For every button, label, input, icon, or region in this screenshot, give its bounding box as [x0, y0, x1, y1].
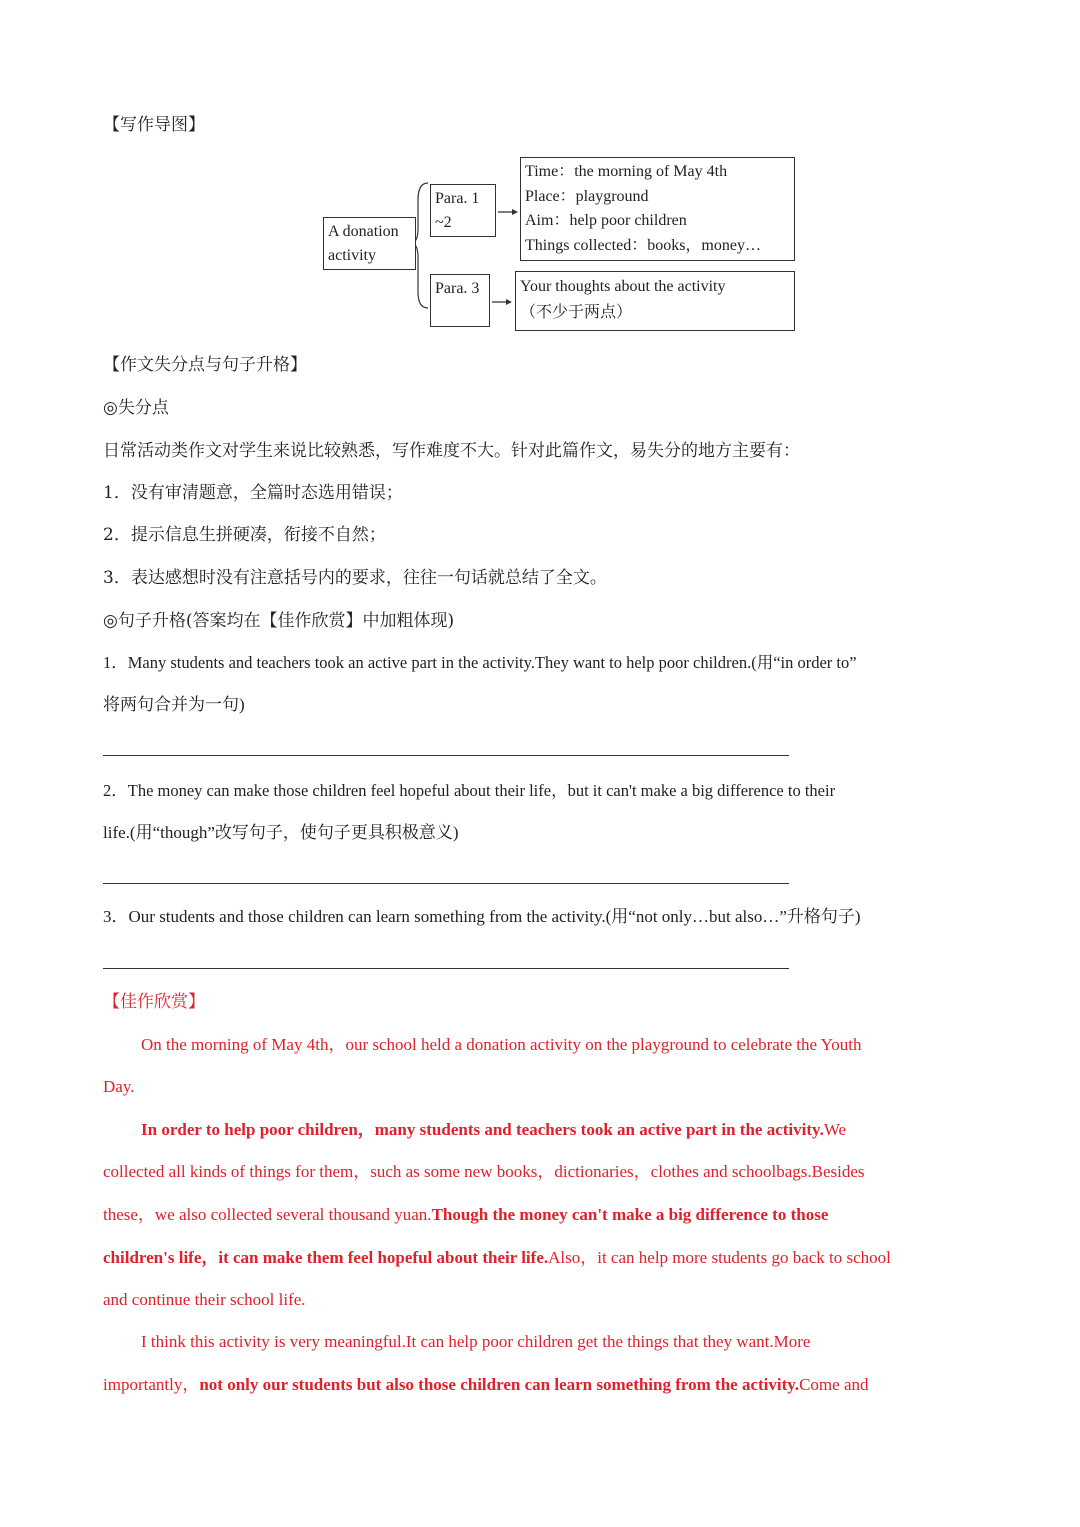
sample-bold-sentence-2b: children's life，it can make them feel hopeful about their life. — [103, 1248, 549, 1267]
section-title-sample: 【佳作欣赏】 — [103, 992, 205, 1012]
question-3-line-1: 3．Our students and those children can learn something from the activity.(用“not only…but also…”升格句子) — [103, 907, 861, 926]
arrow-head-1 — [512, 209, 518, 215]
sample-p2-line-2: collected all kinds of things for them，such as some new books，dictionaries，clothes and schoolbags.Besides — [103, 1162, 865, 1181]
sample-p3-line-2: importantly，not only our students but also those children can learn something from the activity.Come and — [103, 1375, 869, 1394]
sample-p2-line-1: In order to help poor children，many students and teachers took an active part in the activity.We — [141, 1120, 847, 1139]
loss-point-item-3: 3．表达感想时没有注意括号内的要求，往往一句话就总结了全文。 — [103, 568, 607, 588]
sample-bold-sentence-2a: Though the money can't make a big difference to those — [431, 1205, 829, 1224]
mindmap-branch2-label: Para. 3 — [430, 274, 490, 327]
sample-bold-sentence-3: not only our students but also those children can learn something from the activity. — [199, 1375, 800, 1394]
loss-points-heading: ◎失分点 — [103, 398, 169, 418]
section-title-mindmap: 【写作导图】 — [103, 115, 205, 135]
detail-requirement: （不少于两点） — [520, 302, 633, 321]
sample-p2-line-3: these，we also collected several thousand yuan.Though the money can't make a big difference to those — [103, 1205, 829, 1224]
question-1-line-2: 将两句合并为一句) — [103, 695, 245, 714]
question-2-line-1: 2．The money can make those children feel hopeful about their life，but it can't make a big difference to their — [103, 781, 836, 800]
sample-bold-sentence-1: In order to help poor children，many students and teachers took an active part in the activity. — [141, 1120, 824, 1139]
mindmap-root: A donation activity — [323, 217, 416, 270]
detail-thoughts: Your thoughts about the activity — [520, 278, 726, 295]
detail-things: Things collected：books，money… — [525, 236, 761, 254]
answer-line-3[interactable] — [103, 968, 789, 969]
detail-place: Place：playground — [525, 187, 649, 205]
mindmap-branch2-details — [515, 271, 795, 331]
answer-line-2[interactable] — [103, 883, 789, 884]
sample-p1-line-2: Day. — [103, 1077, 135, 1096]
loss-point-item-2: 2．提示信息生拼硬凑，衔接不自然； — [103, 525, 386, 545]
detail-aim: Aim：help poor children — [525, 212, 687, 229]
sample-p1-line-1: On the morning of May 4th，our school held a donation activity on the playground to celebrate the Youth — [141, 1035, 862, 1054]
answer-line-1[interactable] — [103, 755, 789, 756]
mindmap-branch1-label: Para. 1 ~2 — [430, 184, 496, 237]
question-2-line-2: life.(用“though”改写句子，使句子更具积极意义) — [103, 823, 459, 842]
upgrade-heading: ◎句子升格(答案均在【佳作欣赏】中加粗体现) — [103, 611, 455, 631]
sample-p3-line-1: I think this activity is very meaningful.It can help poor children get the things that they want.More — [141, 1332, 811, 1351]
section-title-errors: 【作文失分点与句子升格】 — [103, 355, 307, 375]
detail-time: Time：the morning of May 4th — [525, 163, 728, 180]
sample-p2-line-5: and continue their school life. — [103, 1290, 306, 1309]
arrow-head-2 — [506, 299, 512, 305]
sample-p2-line-4: children's life，it can make them feel hopeful about their life.Also，it can help more students go back to school — [103, 1248, 891, 1267]
loss-point-item-1: 1．没有审清题意，全篇时态选用错误； — [103, 483, 403, 503]
loss-points-intro: 日常活动类作文对学生来说比较熟悉，写作难度不大。针对此篇作文，易失分的地方主要有： — [103, 441, 800, 461]
mindmap-branch1-details — [520, 157, 795, 261]
question-1-line-1: 1．Many students and teachers took an active part in the activity.They want to help poor children.(用“in order to” — [103, 653, 857, 672]
